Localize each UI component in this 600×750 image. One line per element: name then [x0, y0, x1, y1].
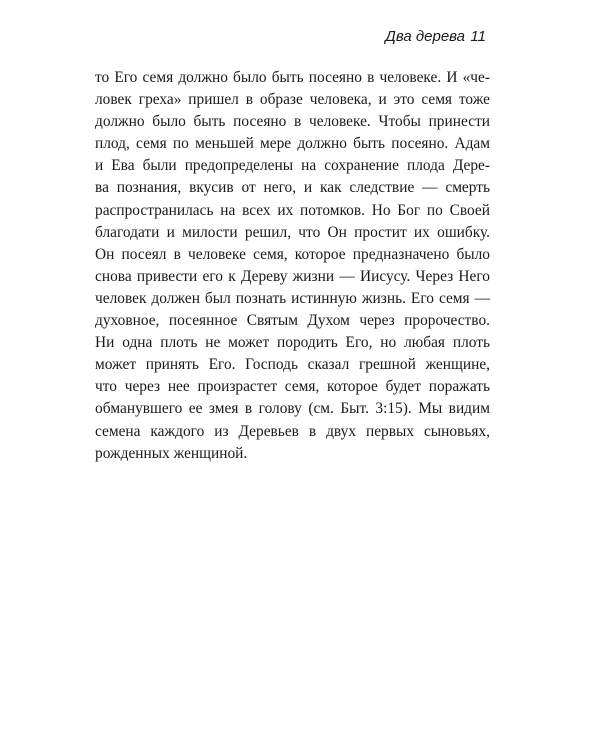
text-line: распространилась на всех их потомков. Но Бог по Своей [95, 201, 490, 219]
text-line: ва познания, вкусив от него, и как следствие — смерть [95, 179, 490, 197]
text-line: духовное, посеянное Святым Духом через пророчество. [95, 312, 490, 330]
running-head-title: Два дерева [385, 28, 465, 45]
text-line: то Его семя должно было быть посеяно в человеке. И «че- [95, 69, 490, 86]
text-line: и Ева были предопределены на сохранение плода Дере- [95, 157, 490, 175]
text-line: должно было быть посеяно в человеке. Чтобы принести [95, 113, 490, 131]
text-line: снова привести его к Дереву жизни — Иисусу. Через Него [95, 267, 490, 285]
text-line: семена каждого из Деревьев в двух первых сыновьях, [95, 422, 490, 440]
text-line: ловек греха» пришел в образе человека, и это семя тоже [95, 91, 490, 109]
body-text [95, 67, 490, 465]
text-line: человек должен был познать истинную жизнь. Его семя — [95, 289, 490, 307]
text-line: рожденных женщиной. [95, 444, 248, 462]
text-line: плод, семя по меньшей мере должно быть посеяно. Адам [95, 135, 490, 153]
text-line: Ни одна плоть не может породить Его, но любая плоть [95, 334, 490, 352]
text-line: благодати и милости решил, что Он простит их ошибку. [95, 223, 490, 241]
text-line: Он посеял в человеке семя, которое предназначено было [95, 245, 490, 263]
running-head [0, 28, 600, 48]
text-line: может принять Его. Господь сказал грешной женщине, [95, 356, 490, 374]
page-number: 11 [470, 28, 486, 45]
text-line: что через нее произрастет семя, которое будет поражать [95, 378, 490, 396]
text-line: обманувшего ее змея в голову (см. Быт. 3:15). Мы видим [95, 400, 490, 418]
